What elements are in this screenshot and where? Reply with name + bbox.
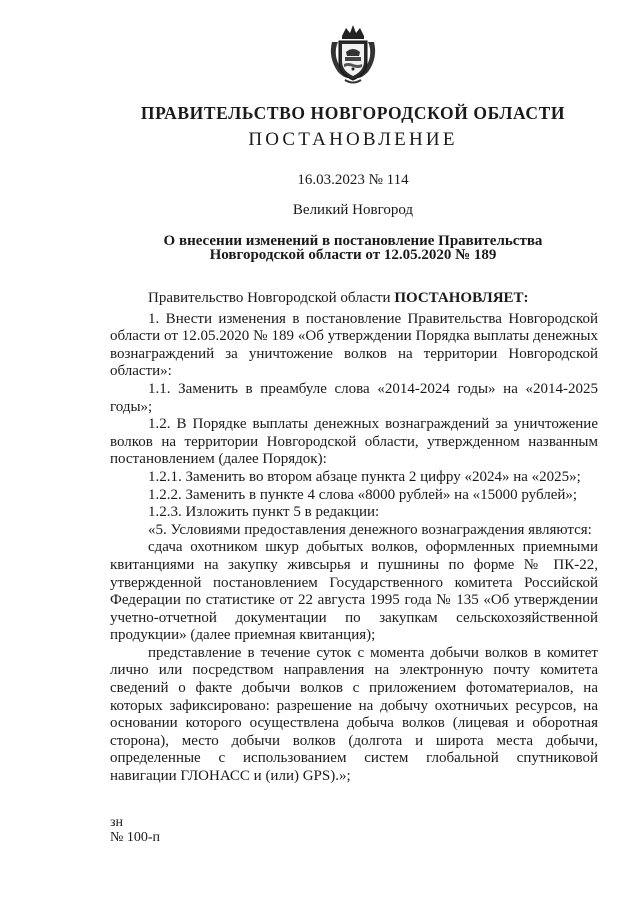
- paragraph: 1.2.1. Заменить во втором абзаце пункта 2 цифру «2024» на «2025»;: [148, 468, 581, 485]
- date-and-number: 16.03.2023 № 114: [297, 172, 409, 188]
- paragraph: представление в течение суток с момента добычи волков в комитет лично или посредством направления на электронную почту комитета сведений о факте добычи волков с приложением фотоматериалов, на которых зафиксировано: разрешение на добычу охотничьих ресурсов, на основании которого осуществлена добыча волков (лицевая и оборотная сторона), место добычи волков (долгота и широта места добычи, определенные с использованием систем глобальной спутниковой навигации ГЛОНАСС и (или) GPS).»;: [110, 644, 598, 785]
- document-footer: [110, 815, 160, 845]
- intro-paragraph: [110, 290, 598, 308]
- document-type: ПОСТАНОВЛЕНИЕ: [248, 129, 458, 150]
- intro-text: Правительство Новгородской области: [148, 290, 395, 306]
- document-body: [110, 290, 598, 786]
- paragraph: «5. Условиями предоставления денежного вознаграждения являются:: [148, 521, 592, 538]
- title-line: Новгородской области от 12.05.2020 № 189: [209, 247, 497, 263]
- paragraph: 1.2.3. Изложить пункт 5 в редакции:: [148, 504, 380, 521]
- paragraph: 1.2.2. Заменить в пункте 4 слова «8000 рублей» на «15000 рублей»;: [148, 486, 578, 503]
- paragraph: 1. Внести изменения в постановление Правительства Новгородской области от 12.05.2020 № 189 «Об утверждении Порядка выплаты денежных вознаграждений за уничтожение волков на территории Новгородской области»:: [110, 310, 598, 380]
- coat-of-arms-icon: [328, 22, 378, 86]
- intro-resolves: ПОСТАНОВЛЯЕТ:: [394, 290, 529, 306]
- paragraph: 1.2. В Порядке выплаты денежных вознаграждений за уничтожение волков на территории Новгородской области, утвержденном названным постановлением (далее Порядок):: [110, 416, 598, 468]
- city: Великий Новгород: [292, 202, 414, 218]
- government-name: ПРАВИТЕЛЬСТВО НОВГОРОДСКОЙ ОБЛАСТИ: [140, 103, 566, 123]
- paragraph: 1.1. Заменить в преамбуле слова «2014-2024 годы» на «2014-2025 годы»;: [110, 380, 598, 415]
- title-line: О внесении изменений в постановление Правительства: [163, 233, 543, 249]
- paragraph: сдача охотником шкур добытых волков, оформленных приемными квитанциями на закупку живсырья и пушнины по форме № ПК-22, утвержденной постановлением Государственного комитета Российской Федерации по статистике от 22 августа 1995 года № 135 «Об утверждении учетно-отчетной документации по закупкам сельскохозяйственной продукции» (далее приемная квитанция);: [110, 539, 598, 644]
- initials: зн: [110, 815, 124, 830]
- footer-number: № 100-п: [110, 830, 161, 845]
- document-title: [0, 234, 635, 262]
